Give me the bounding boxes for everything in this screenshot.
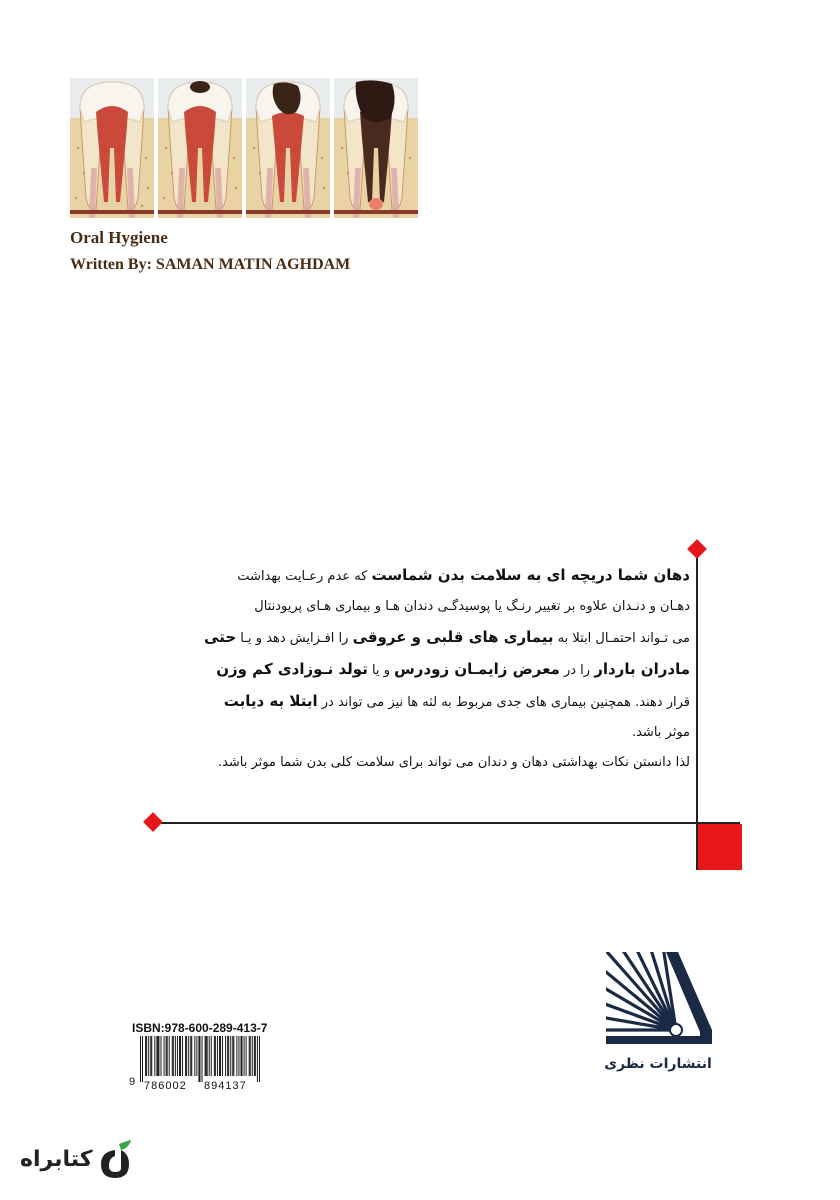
barcode-bar [179,1036,180,1076]
barcode-bar [236,1036,237,1076]
barcode-bar [154,1036,155,1076]
blurb-line: لذا دانستن نکات بهداشتی دهان و دندان می تواند برای سلامت کلی بدن شما موثر باشد. [217,755,690,770]
barcode-bar [156,1036,157,1076]
barcode-bar [164,1036,165,1076]
book-title: Oral Hygiene [70,228,168,247]
tooth-stage-healthy [70,78,154,218]
barcode-bar [169,1036,170,1076]
barcode-bar [150,1036,151,1076]
barcode-digits-right: 894137 [204,1080,247,1092]
barcode-bar [219,1036,220,1076]
barcode-bar [211,1036,212,1076]
publisher-name: انتشارات نظری [604,1056,712,1072]
barcode-bar [151,1036,152,1076]
isbn-label: ISBN:978-600-289-413-7 [132,1021,268,1035]
barcode-bar [196,1036,197,1076]
barcode-bar [257,1036,258,1082]
barcode-bar [225,1036,226,1076]
barcode-bar [158,1036,159,1076]
barcode-bar [186,1036,187,1076]
barcode-digits-left: 786002 [144,1080,187,1092]
tooth-decay-illustration [70,78,418,218]
barcode-bar [230,1036,231,1076]
barcode-bar [140,1036,141,1082]
barcode-bar [254,1036,255,1076]
watermark-text: کتابراه [20,1146,93,1172]
ketabrah-leaf-icon [97,1138,133,1180]
barcode-bar [227,1036,228,1076]
barcode-bar [241,1036,242,1076]
blurb-line: مادران باردار را در معرض زایمـان زودرس و یا تولد نـوزادی کم وزن [216,660,690,678]
barcode-bar [157,1036,158,1076]
back-cover-blurb [160,560,690,778]
barcode-bar [238,1036,239,1076]
red-diamond-top [687,539,707,559]
barcode-bar [255,1036,256,1076]
barcode-bar [145,1036,146,1076]
barcode-bar [142,1036,143,1082]
barcode-bar [232,1036,233,1076]
barcode-bar [217,1036,218,1076]
frame-horizontal-line [152,822,740,824]
barcode-bar [259,1036,260,1082]
barcode-bar [206,1036,207,1076]
barcode-bar [191,1036,192,1076]
barcode-bar [205,1036,206,1076]
blurb-line: موثر باشد. [631,725,690,740]
blurb-line: دهـان و دنـدان علاوه بر تغییر رنـگ یا پوسیدگـی دندان هـا و بیماری هـای پریودنتال [254,599,690,614]
blurb-line: می تـواند احتمـال ابتلا به بیماری های قلبی و عروقی را افـزایش دهد و یـا حتی [204,628,690,646]
isbn-barcode [140,1036,260,1082]
blurb-line: دهان شما دریچه ای به سلامت بدن شماست که عدم رعـایت بهداشت [237,566,690,584]
barcode-bar [202,1036,203,1082]
barcode-bar [166,1036,167,1076]
book-author: Written By: SAMAN MATIN AGHDAM [70,256,351,273]
barcode-bar [167,1036,168,1076]
barcode-bar [172,1036,173,1076]
barcode-bar [233,1036,234,1076]
barcode-bar [175,1036,176,1076]
blurb-line: قرار دهند. همچنین بیماری های جدی مربوط به لثه ها نیز می تواند در ابتلا به دیابت [223,692,690,710]
barcode-bar [242,1036,243,1076]
red-corner-square [698,824,742,870]
barcode-bar [188,1036,189,1076]
red-diamond-left [143,812,163,832]
ketabrah-watermark [20,1138,133,1180]
barcode-bar [222,1036,223,1076]
book-sunburst-logo-icon [604,950,714,1046]
barcode-bar [173,1036,174,1076]
barcode-bar [199,1036,200,1082]
barcode-bar [148,1036,149,1076]
barcode-bar [207,1036,208,1076]
barcode-bar [246,1036,247,1076]
barcode-bar [249,1036,250,1076]
barcode-bar [180,1036,181,1076]
barcode-bar [250,1036,251,1076]
tooth-stage-dentin-decay [246,78,330,218]
barcode-bar [185,1036,186,1076]
barcode-bar [209,1036,210,1076]
barcode-bar [215,1036,216,1076]
barcode-bar [228,1036,229,1076]
barcode-bar [214,1036,215,1076]
barcode-bar [244,1036,245,1076]
tooth-stage-pulp-infection [334,78,418,218]
barcode-bar [190,1036,191,1076]
barcode-bar [194,1036,195,1076]
barcode-bar [161,1036,162,1076]
barcode-bar [252,1036,253,1076]
barcode-bar [220,1036,221,1076]
tooth-stage-early-cavity [158,78,242,218]
barcode-bar [177,1036,178,1076]
barcode-bar [198,1036,199,1082]
barcode-bar [182,1036,183,1076]
barcode-bar [146,1036,147,1076]
barcode-digit-first: 9 [129,1076,136,1088]
